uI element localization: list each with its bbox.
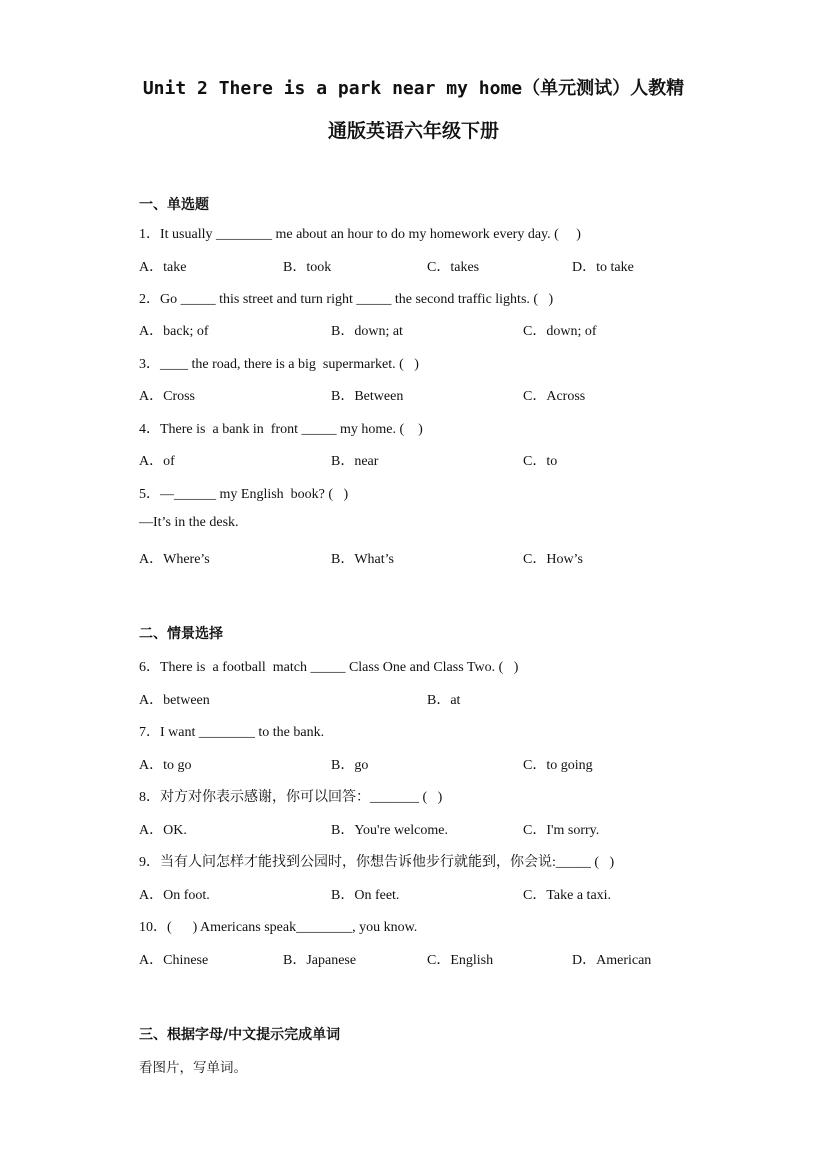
question-3: 3．____ the road, there is a big supermarket. ( ): [139, 357, 419, 372]
question-1-option-b: B．took: [283, 260, 332, 275]
question-5-option-c: C．How’s: [523, 552, 583, 567]
page-title-line-2: 通版英语六年级下册: [327, 120, 499, 142]
section-heading-situational-choice: 二、情景选择: [139, 626, 223, 642]
question-3-option-b: B．Between: [331, 389, 404, 404]
page-title-line-1: Unit 2 There is a park near my home（单元测试）人教精: [142, 78, 685, 99]
question-2: 2．Go _____ this street and turn right _____ the second traffic lights. ( ): [139, 292, 554, 307]
question-5-option-a: A．Where’s: [139, 552, 210, 567]
question-4: 4．There is a bank in front _____ my home. ( ): [139, 422, 423, 437]
question-1-option-d: D．to take: [572, 260, 634, 275]
question-8-option-a: A．OK.: [139, 823, 187, 838]
question-5-answer-line: —It’s in the desk.: [139, 515, 239, 530]
question-4-option-c: C．to: [523, 454, 558, 469]
question-3-option-a: A．Cross: [139, 389, 196, 404]
question-1-option-a: A．take: [139, 260, 187, 275]
question-5-option-b: B．What’s: [331, 552, 394, 567]
question-9-option-c: C．Take a taxi.: [523, 888, 612, 903]
question-10-option-c: C．English: [427, 953, 494, 968]
question-9-option-b: B．On feet.: [331, 888, 400, 903]
question-9: 9．当有人问怎样才能找到公园时，你想告诉他步行就能到，你会说:_____ ( ): [139, 855, 615, 870]
question-10-option-b: B．Japanese: [283, 953, 357, 968]
question-8-option-c: C．I'm sorry.: [523, 823, 600, 838]
question-6: 6．There is a football match _____ Class One and Class Two. ( ): [139, 660, 519, 675]
section-3-instruction: 看图片，写单词。: [139, 1060, 247, 1076]
question-8: 8．对方对你表示感谢，你可以回答：_______ ( ): [139, 790, 443, 805]
question-5: 5．—______ my English book? ( ): [139, 487, 349, 502]
question-4-option-b: B．near: [331, 454, 379, 469]
question-10-option-d: D．American: [572, 953, 652, 968]
section-heading-single-choice: 一、单选题: [139, 197, 209, 213]
question-1-option-c: C．takes: [427, 260, 480, 275]
question-8-option-b: B．You're welcome.: [331, 823, 448, 838]
question-2-option-b: B．down; at: [331, 324, 403, 339]
question-7-option-b: B．go: [331, 758, 369, 773]
question-3-option-c: C．Across: [523, 389, 586, 404]
question-7: 7．I want ________ to the bank.: [139, 725, 325, 740]
question-1: 1．It usually ________ me about an hour to do my homework every day. ( ): [139, 227, 581, 242]
question-7-option-c: C．to going: [523, 758, 593, 773]
question-6-option-a: A．between: [139, 693, 210, 708]
question-6-option-b: B．at: [427, 693, 461, 708]
question-9-option-a: A．On foot.: [139, 888, 210, 903]
question-2-option-a: A．back; of: [139, 324, 209, 339]
question-2-option-c: C．down; of: [523, 324, 597, 339]
section-heading-word-completion: 三、根据字母/中文提示完成单词: [139, 1027, 341, 1043]
question-7-option-a: A．to go: [139, 758, 192, 773]
question-4-option-a: A．of: [139, 454, 175, 469]
question-10: 10．( ) Americans speak________, you know.: [139, 920, 418, 935]
question-10-option-a: A．Chinese: [139, 953, 209, 968]
